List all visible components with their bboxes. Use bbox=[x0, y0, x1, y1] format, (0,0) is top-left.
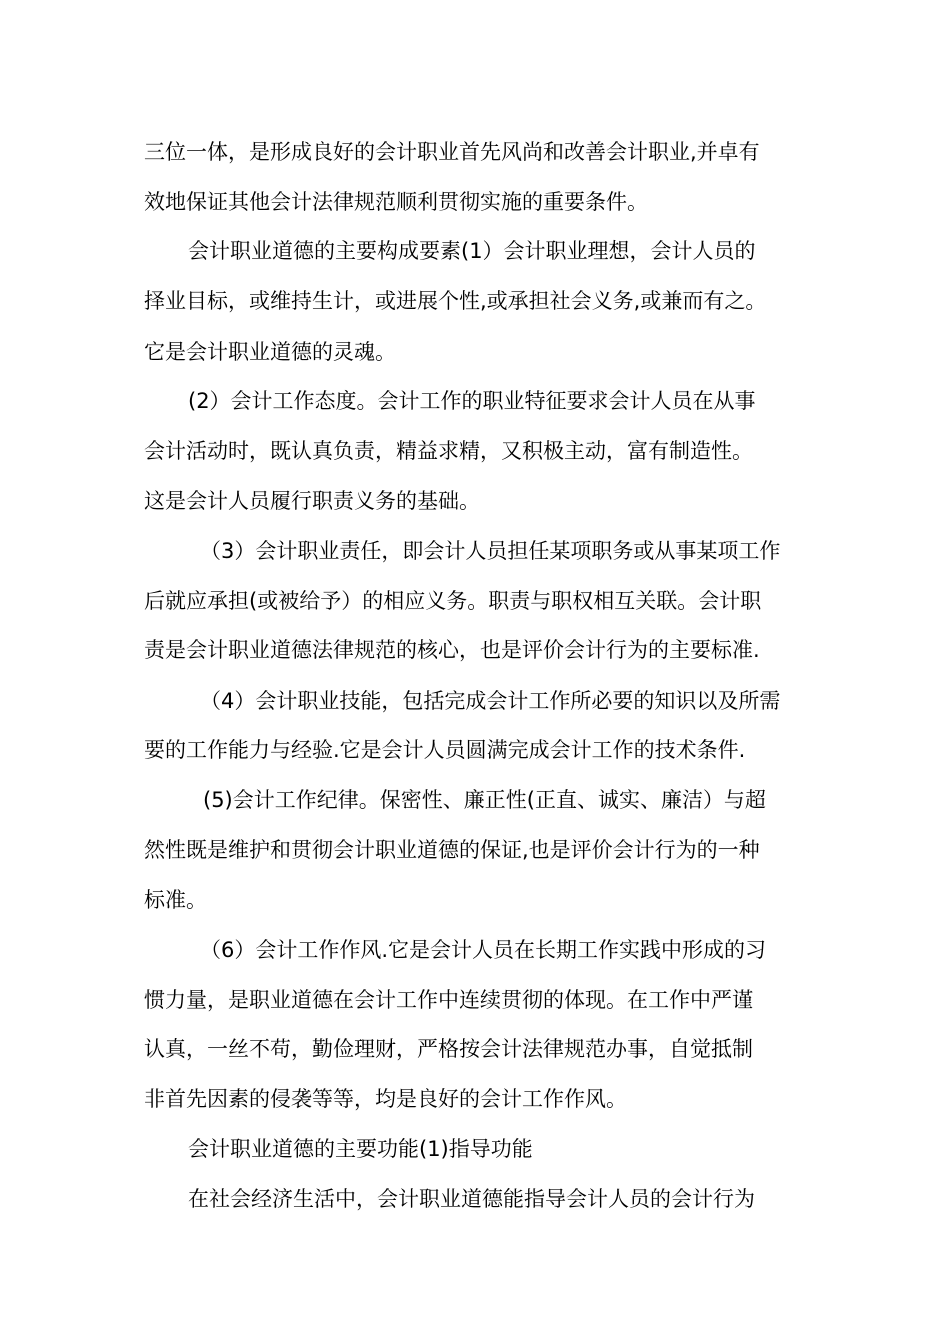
text-line: 效地保证其他会计法律规范顺利贯彻实施的重要条件。 bbox=[144, 190, 648, 214]
text-line: 惯力量，是职业道德在会计工作中连续贯彻的体现。在工作中严谨 bbox=[144, 988, 753, 1012]
text-line: 要的工作能力与经验.它是会计人员圆满完成会计工作的技术条件. bbox=[144, 738, 746, 762]
text-line: （6）会计工作作风.它是会计人员在长期工作实践中形成的习 bbox=[200, 938, 767, 962]
text-line: 在社会经济生活中，会计职业道德能指导会计人员的会计行为 bbox=[188, 1187, 755, 1211]
text-line: 会计职业道德的主要构成要素(1）会计职业理想，会计人员的 bbox=[188, 239, 756, 263]
text-line: 会计职业道德的主要功能(1)指导功能 bbox=[188, 1137, 533, 1161]
text-line: 认真，一丝不苟，勤俭理财，严格按会计法律规范办事，自觉抵制 bbox=[144, 1037, 753, 1061]
text-line: 三位一体，是形成良好的会计职业首先风尚和改善会计职业,并卓有 bbox=[144, 140, 760, 164]
text-line: 非首先因素的侵袭等等，均是良好的会计工作作风。 bbox=[144, 1087, 627, 1111]
text-line: （3）会计职业责任，即会计人员担任某项职务或从事某项工作 bbox=[200, 539, 781, 563]
text-line: 择业目标，或维持生计，或进展个性,或承担社会义务,或兼而有之。 bbox=[144, 289, 767, 313]
text-line: （4）会计职业技能，包括完成会计工作所必要的知识以及所需 bbox=[200, 689, 781, 713]
text-line: 它是会计职业道德的灵魂。 bbox=[144, 340, 396, 364]
text-line: (5)会计工作纪律。保密性、廉正性(正直、诚实、廉洁）与超 bbox=[203, 788, 766, 812]
text-line: 然性既是维护和贯彻会计职业道德的保证,也是评价会计行为的一种 bbox=[144, 838, 760, 862]
text-line: (2）会计工作态度。会计工作的职业特征要求会计人员在从事 bbox=[188, 389, 756, 413]
text-line: 会计活动时，既认真负责，精益求精，又积极主动，富有制造性。 bbox=[144, 439, 753, 463]
text-line: 标准。 bbox=[144, 888, 207, 912]
text-line: 责是会计职业道德法律规范的核心，也是评价会计行为的主要标准. bbox=[144, 638, 760, 662]
text-line: 后就应承担(或被给予）的相应义务。职责与职权相互关联。会计职 bbox=[144, 589, 762, 613]
text-line: 这是会计人员履行职责义务的基础。 bbox=[144, 489, 480, 513]
